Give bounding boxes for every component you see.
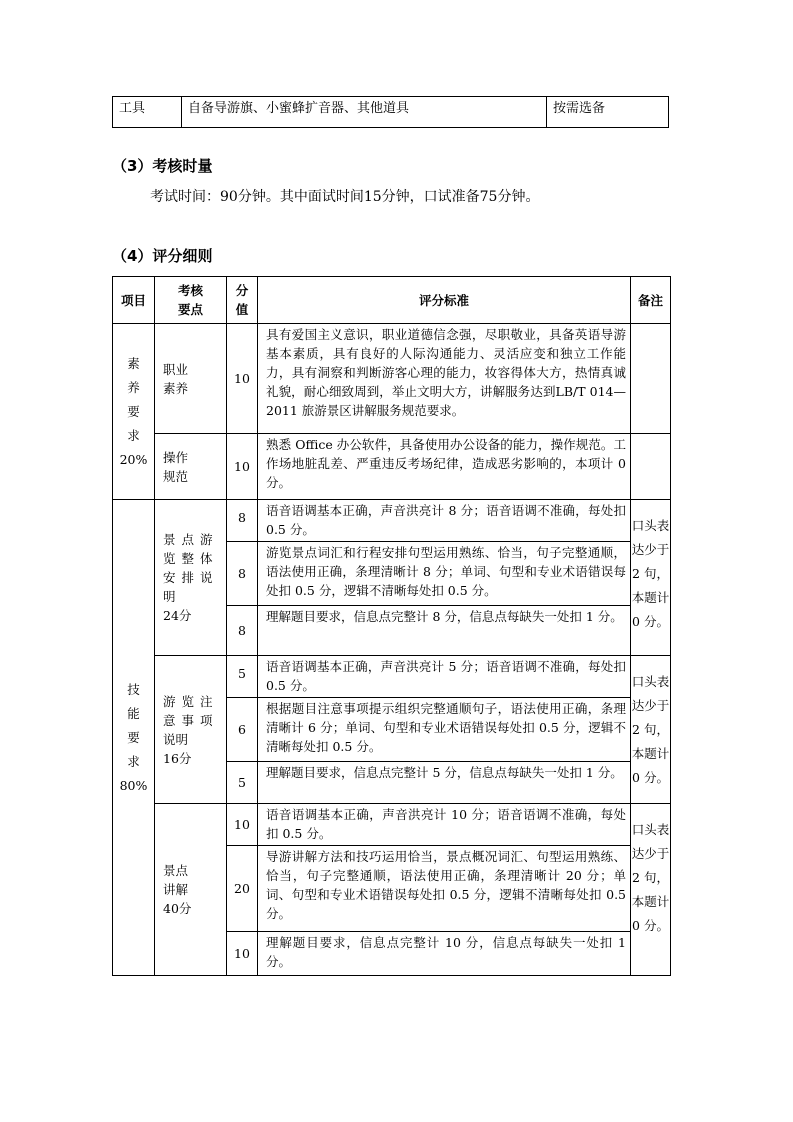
- key-point-line: 职业: [163, 361, 189, 377]
- note-line: 本题计: [631, 590, 670, 605]
- score-value: 10: [227, 434, 258, 500]
- score-value: 8: [227, 500, 258, 542]
- tools-items-cell: 自备导游旗、小蜜蜂扩音器、其他道具: [182, 97, 547, 128]
- key-point-line: 游览注: [163, 693, 219, 709]
- score-value: 5: [227, 762, 258, 804]
- note-line: 达少于: [631, 846, 670, 861]
- score-value: 10: [227, 932, 258, 976]
- header-criteria: 评分标准: [258, 277, 631, 324]
- note-line: 0 分。: [632, 918, 669, 933]
- note-cell: [631, 656, 671, 804]
- criteria-text: 理解题目要求，信息点完整计 5 分，信息点每缺失一处扣 1 分。: [258, 762, 631, 804]
- table-row: [113, 324, 671, 434]
- category-cell-skills: [113, 500, 155, 976]
- note-cell: [631, 500, 671, 656]
- header-key-line2: 要点: [177, 302, 203, 317]
- category-char: 能: [127, 705, 140, 721]
- header-score-line2: 值: [235, 302, 249, 317]
- key-point-cell: [155, 656, 227, 804]
- key-point-cell: [155, 804, 227, 976]
- note-line: 2 句，: [632, 722, 669, 737]
- table-row: [113, 804, 671, 846]
- section-3-text: 考试时间：90分钟。其中面试时间15分钟，口试准备75分钟。: [150, 189, 540, 205]
- key-point-line: 安排说: [163, 570, 219, 585]
- note-line: 达少于: [631, 698, 670, 713]
- note-line: 口头表: [631, 822, 670, 837]
- criteria-text: 熟悉 Office 办公软件，具备使用办公设备的能力，操作规范。工作场地脏乱差、严重违反考场纪律，造成恶劣影响的，本项计 0 分。: [258, 434, 631, 500]
- table-row: [113, 97, 669, 128]
- category-char: 要: [127, 403, 140, 419]
- note-line: 口头表: [631, 674, 670, 689]
- key-point-line: 意事项: [163, 712, 219, 728]
- criteria-text: 游览景点词汇和行程安排句型运用熟练、恰当，句子完整通顺，语法使用正确，条理清晰计 8 分；单词、句型和专业术语错误每处扣 0.5 分，逻辑不清晰每处扣 0.5 分。: [258, 542, 631, 606]
- criteria-text: 语音语调基本正确，声音洪亮计 8 分；语音语调不准确，每处扣 0.5 分。: [258, 500, 631, 542]
- key-point-line: 16分: [163, 750, 192, 766]
- criteria-text: 理解题目要求，信息点完整计 8 分，信息点每缺失一处扣 1 分。: [258, 606, 631, 656]
- note-line: 2 句，: [632, 566, 669, 581]
- key-point-line: 操作: [163, 449, 189, 465]
- score-value: 5: [227, 656, 258, 698]
- score-value: 20: [227, 846, 258, 932]
- tools-label-cell: 工具: [113, 97, 182, 128]
- score-value: 10: [227, 324, 258, 434]
- header-item: 项目: [113, 277, 155, 324]
- category-char: 技: [127, 681, 140, 697]
- note-line: 本题计: [631, 746, 670, 761]
- note-line: 0 分。: [632, 770, 669, 785]
- section-4-heading: （4）评分细则: [112, 247, 213, 265]
- criteria-text: 理解题目要求，信息点完整计 10 分，信息点每缺失一处扣 1 分。: [258, 932, 631, 976]
- tools-table: [112, 96, 669, 128]
- section-3-heading: （3）考核时量: [112, 157, 213, 175]
- note-line: 口头表: [631, 518, 670, 533]
- category-char: 素: [127, 355, 140, 371]
- criteria-text: 根据题目注意事项提示组织完整通顺句子，语法使用正确，条理清晰计 6 分；单词、句型和专业术语错误每处扣 0.5 分，逻辑不清晰每处扣 0.5 分。: [258, 698, 631, 762]
- note-line: 达少于: [631, 542, 670, 557]
- note-cell: [631, 324, 671, 434]
- score-value: 8: [227, 542, 258, 606]
- note-cell: [631, 434, 671, 500]
- table-header-row: [113, 277, 671, 324]
- table-row: [113, 434, 671, 500]
- note-line: 本题计: [631, 894, 670, 909]
- key-point-line: 说明: [163, 731, 189, 747]
- key-point-line: 24分: [163, 608, 192, 623]
- criteria-text: 语音语调基本正确，声音洪亮计 10 分；语音语调不准确，每处扣 0.5 分。: [258, 804, 631, 846]
- key-point-line: 明: [163, 589, 182, 604]
- category-char: 求: [127, 427, 140, 443]
- key-point-line: 览整体: [163, 551, 219, 566]
- key-point-line: 40分: [163, 901, 192, 916]
- table-row: [113, 500, 671, 542]
- scoring-table: [112, 276, 671, 976]
- category-percent: 80%: [119, 777, 148, 793]
- note-line: 2 句，: [632, 870, 669, 885]
- criteria-text: 语音语调基本正确，声音洪亮计 5 分；语音语调不准确，每处扣 0.5 分。: [258, 656, 631, 698]
- category-char: 养: [127, 379, 140, 395]
- criteria-text: 具有爱国主义意识，职业道德信念强，尽职敬业，具备英语导游基本素质，具有良好的人际沟通能力、灵活应变和独立工作能力，具有洞察和判断游客心理的能力，妆容得体大方，热情真诚礼貌，耐心细致周到，举止文明大方，讲解服务达到LB/T 014—2011 旅游景区讲解服务规范要求。: [258, 324, 631, 434]
- header-score-line1: 分: [235, 283, 249, 298]
- header-score: [227, 277, 258, 324]
- header-key: [155, 277, 227, 324]
- key-point-cell: [155, 324, 227, 434]
- key-point-line: 讲解: [163, 882, 189, 897]
- header-note: 备注: [631, 277, 671, 324]
- key-point-cell: [155, 500, 227, 656]
- key-point-line: 规范: [163, 468, 189, 484]
- category-percent: 20%: [119, 451, 148, 467]
- key-point-cell: [155, 434, 227, 500]
- key-point-line: 素养: [163, 380, 189, 396]
- note-cell: [631, 804, 671, 976]
- score-value: 8: [227, 606, 258, 656]
- category-char: 求: [127, 753, 140, 769]
- tools-remark-cell: 按需选备: [547, 97, 669, 128]
- score-value: 6: [227, 698, 258, 762]
- score-value: 10: [227, 804, 258, 846]
- key-point-line: 景点: [163, 863, 189, 878]
- header-key-line1: 考核: [177, 283, 203, 298]
- category-cell-literacy: [113, 324, 155, 500]
- criteria-text: 导游讲解方法和技巧运用恰当，景点概况词汇、句型运用熟练、恰当，句子完整通顺，语法使用正确，条理清晰计 20 分；单词、句型和专业术语错误每处扣 0.5 分，逻辑不清晰每处扣 0.5 分。: [258, 846, 631, 932]
- category-char: 要: [127, 729, 140, 745]
- key-point-line: 景点游: [163, 532, 219, 547]
- note-line: 0 分。: [632, 614, 669, 629]
- table-row: [113, 656, 671, 698]
